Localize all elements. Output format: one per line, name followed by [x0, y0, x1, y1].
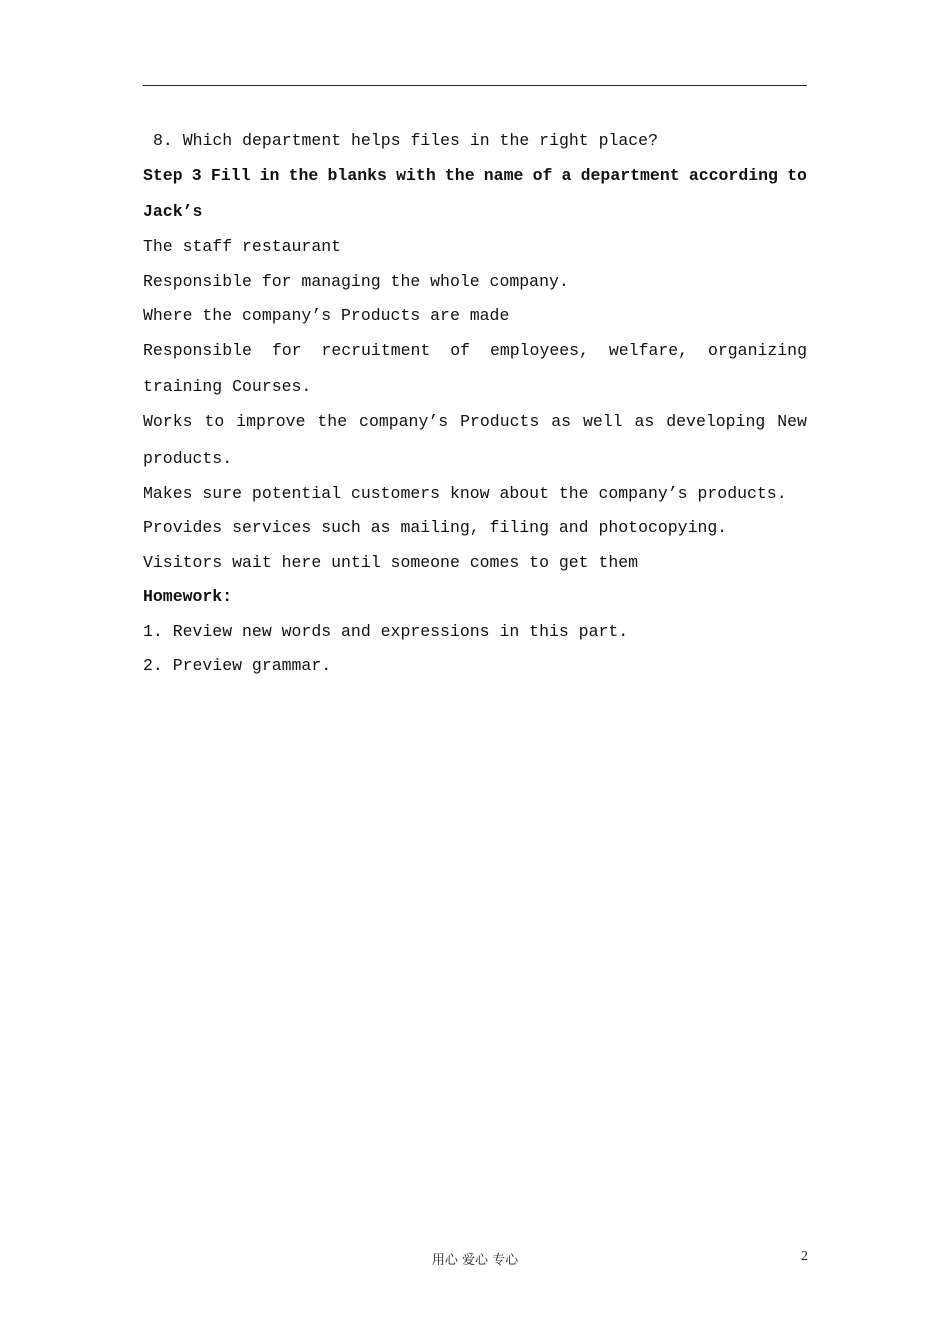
- step3-heading-line1: [143, 159, 807, 194]
- footer-motto: 用心 爱心 专心: [431, 1253, 519, 1268]
- step3-heading-line2: Jack’s: [143, 202, 203, 221]
- item-word: for: [271, 340, 302, 360]
- item-recruitment-line2: training Courses.: [143, 377, 312, 396]
- step3-word: Step: [143, 165, 183, 185]
- item-word: to: [204, 412, 225, 431]
- step3-word: to: [787, 165, 807, 185]
- step3-word: 3: [191, 165, 202, 185]
- item-word: developing: [666, 412, 766, 431]
- item-word: well: [582, 412, 623, 431]
- item-products-made: Where the company’s Products are made: [143, 306, 510, 325]
- step3-word: in: [259, 165, 280, 185]
- item-word: improve: [236, 412, 306, 431]
- step3-word: of: [532, 165, 553, 185]
- step3-word: the: [444, 165, 475, 185]
- item-services: Provides services such as mailing, filing and photocopying.: [143, 518, 728, 537]
- item-improve-line1: [143, 405, 807, 440]
- item-marketing: Makes sure potential customers know about the company’s products.: [143, 483, 787, 503]
- step3-word: according: [688, 165, 778, 185]
- step3-word: with: [396, 165, 436, 185]
- item-word: New: [777, 412, 807, 431]
- step3-word: department: [580, 165, 680, 185]
- step3-word: a: [561, 165, 572, 185]
- step3-word: blanks: [327, 165, 387, 185]
- item-word: company’s: [359, 412, 449, 431]
- item-reception: Visitors wait here until someone comes to get them: [143, 552, 639, 572]
- item-word: employees,: [489, 340, 589, 360]
- homework-title: Homework:: [143, 587, 233, 606]
- homework-item-1: 1. Review new words and expressions in this part.: [143, 621, 629, 641]
- page-number: 2: [801, 1249, 808, 1264]
- item-word: the: [317, 412, 348, 431]
- item-word: as: [634, 412, 655, 431]
- item-staff-restaurant: The staff restaurant: [143, 237, 342, 256]
- step3-word: the: [288, 165, 319, 185]
- item-word: as: [551, 412, 572, 431]
- item-word: organizing: [707, 340, 807, 360]
- step3-word: Fill: [210, 165, 251, 185]
- item-recruitment-line1: [143, 334, 807, 369]
- item-word: Works: [143, 412, 193, 431]
- item-improve-line2: products.: [143, 448, 233, 468]
- item-word: Responsible: [143, 340, 252, 360]
- item-word: recruitment: [321, 340, 431, 360]
- item-managing: Responsible for managing the whole company.: [143, 271, 569, 291]
- question-8: 8. Which department helps files in the right place?: [153, 131, 658, 150]
- item-word: of: [450, 340, 471, 360]
- step3-word: name: [483, 165, 524, 185]
- document-body: [143, 124, 807, 684]
- item-word: Products: [460, 412, 540, 431]
- header-rule: [143, 85, 807, 86]
- homework-item-2: 2. Preview grammar.: [143, 656, 332, 675]
- item-word: welfare,: [608, 340, 689, 360]
